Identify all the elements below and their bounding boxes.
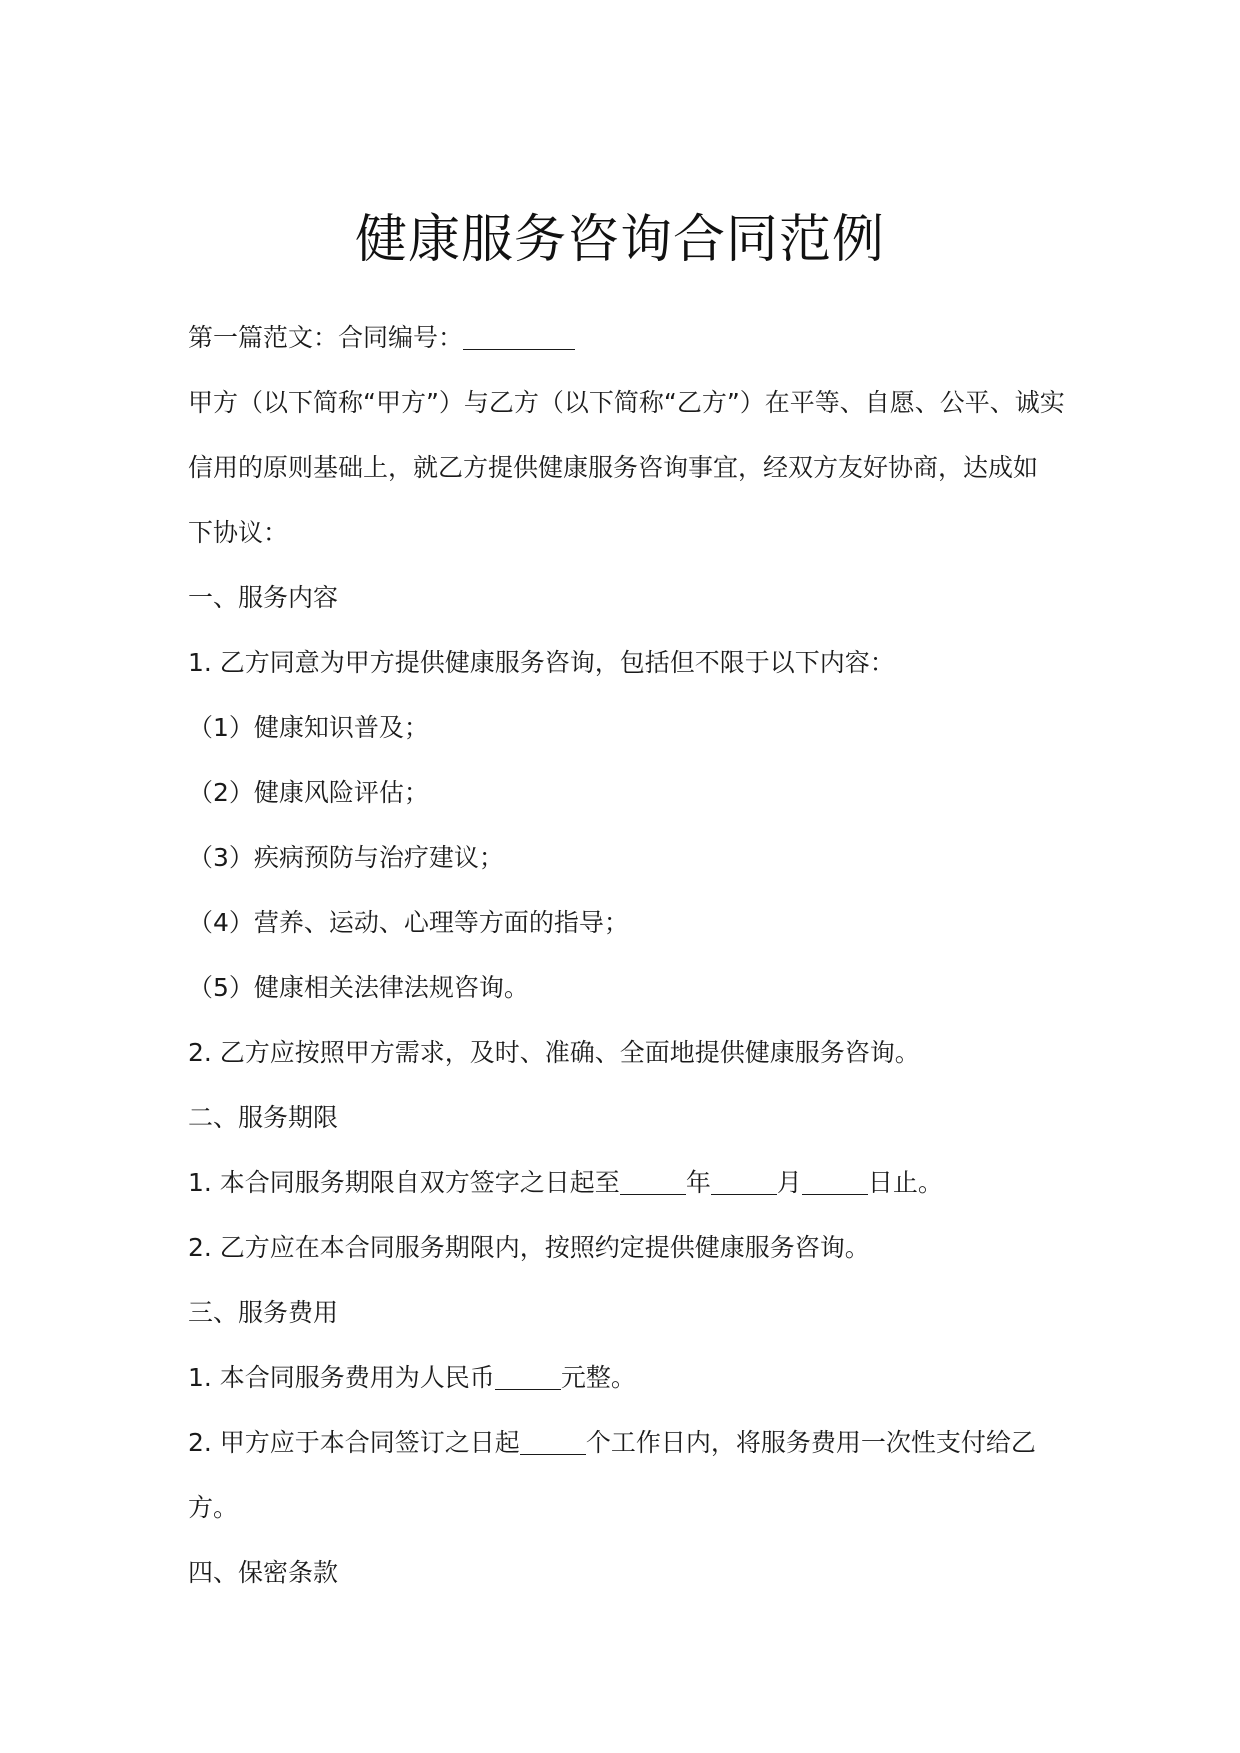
section1-sub-item-2: （2）健康风险评估；: [188, 778, 429, 807]
year-blank: [620, 1166, 686, 1195]
section1-sub-item-3: （3）疾病预防与治疗建议；: [188, 843, 504, 872]
year-label: 年: [685, 1168, 711, 1197]
workdays-blank: [520, 1426, 586, 1455]
contract-number-line: [188, 305, 1068, 370]
section-heading-service-term: 二、服务期限: [188, 1103, 339, 1132]
section2-item-1: [188, 1150, 1068, 1215]
section3-item-1: [188, 1345, 1068, 1410]
day-blank: [802, 1166, 868, 1195]
section-heading-confidentiality: 四、保密条款: [188, 1558, 339, 1587]
section1-item-1: 1. 乙方同意为甲方提供健康服务咨询，包括但不限于以下内容：: [188, 648, 895, 677]
section3-item-2-suffix: 个工作日内，将服务费用一次性支付给乙: [585, 1428, 1036, 1457]
section1-sub-item-5: （5）健康相关法律法规咨询。: [188, 973, 529, 1002]
section-heading-service-fee: 三、服务费用: [188, 1298, 339, 1327]
section1-item-2: 2. 乙方应按照甲方需求，及时、准确、全面地提供健康服务咨询。: [188, 1038, 920, 1067]
section3-item-1-prefix: 1. 本合同服务费用为人民币: [188, 1363, 495, 1392]
section3-item-1-suffix: 元整。: [560, 1363, 636, 1392]
section-heading-service-content: 一、服务内容: [188, 583, 339, 612]
section3-item-2-continued: 方。: [188, 1493, 239, 1522]
document-body: [188, 305, 1068, 1605]
intro-line-1: 甲方（以下简称“甲方”）与乙方（以下简称“乙方”）在平等、自愿、公平、诚实: [188, 388, 1065, 417]
section2-item-2: 2. 乙方应在本合同服务期限内，按照约定提供健康服务咨询。: [188, 1233, 870, 1262]
day-label: 日止。: [867, 1168, 943, 1197]
intro-line-2: 信用的原则基础上，就乙方提供健康服务咨询事宜，经双方友好协商，达成如: [188, 453, 1039, 482]
section2-item-1-prefix: 1. 本合同服务期限自双方签字之日起至: [188, 1168, 620, 1197]
section3-item-2-prefix: 2. 甲方应于本合同签订之日起: [188, 1428, 520, 1457]
section1-sub-item-4: （4）营养、运动、心理等方面的指导；: [188, 908, 629, 937]
contract-number-blank: [463, 321, 575, 350]
amount-blank: [495, 1361, 561, 1390]
intro-line-3: 下协议：: [188, 518, 289, 547]
document-title: 健康服务咨询合同范例: [354, 210, 885, 270]
month-label: 月: [776, 1168, 802, 1197]
contract-number-label: 第一篇范文：合同编号：: [188, 323, 464, 352]
section3-item-2: [188, 1410, 1068, 1475]
month-blank: [711, 1166, 777, 1195]
section1-sub-item-1: （1）健康知识普及；: [188, 713, 429, 742]
